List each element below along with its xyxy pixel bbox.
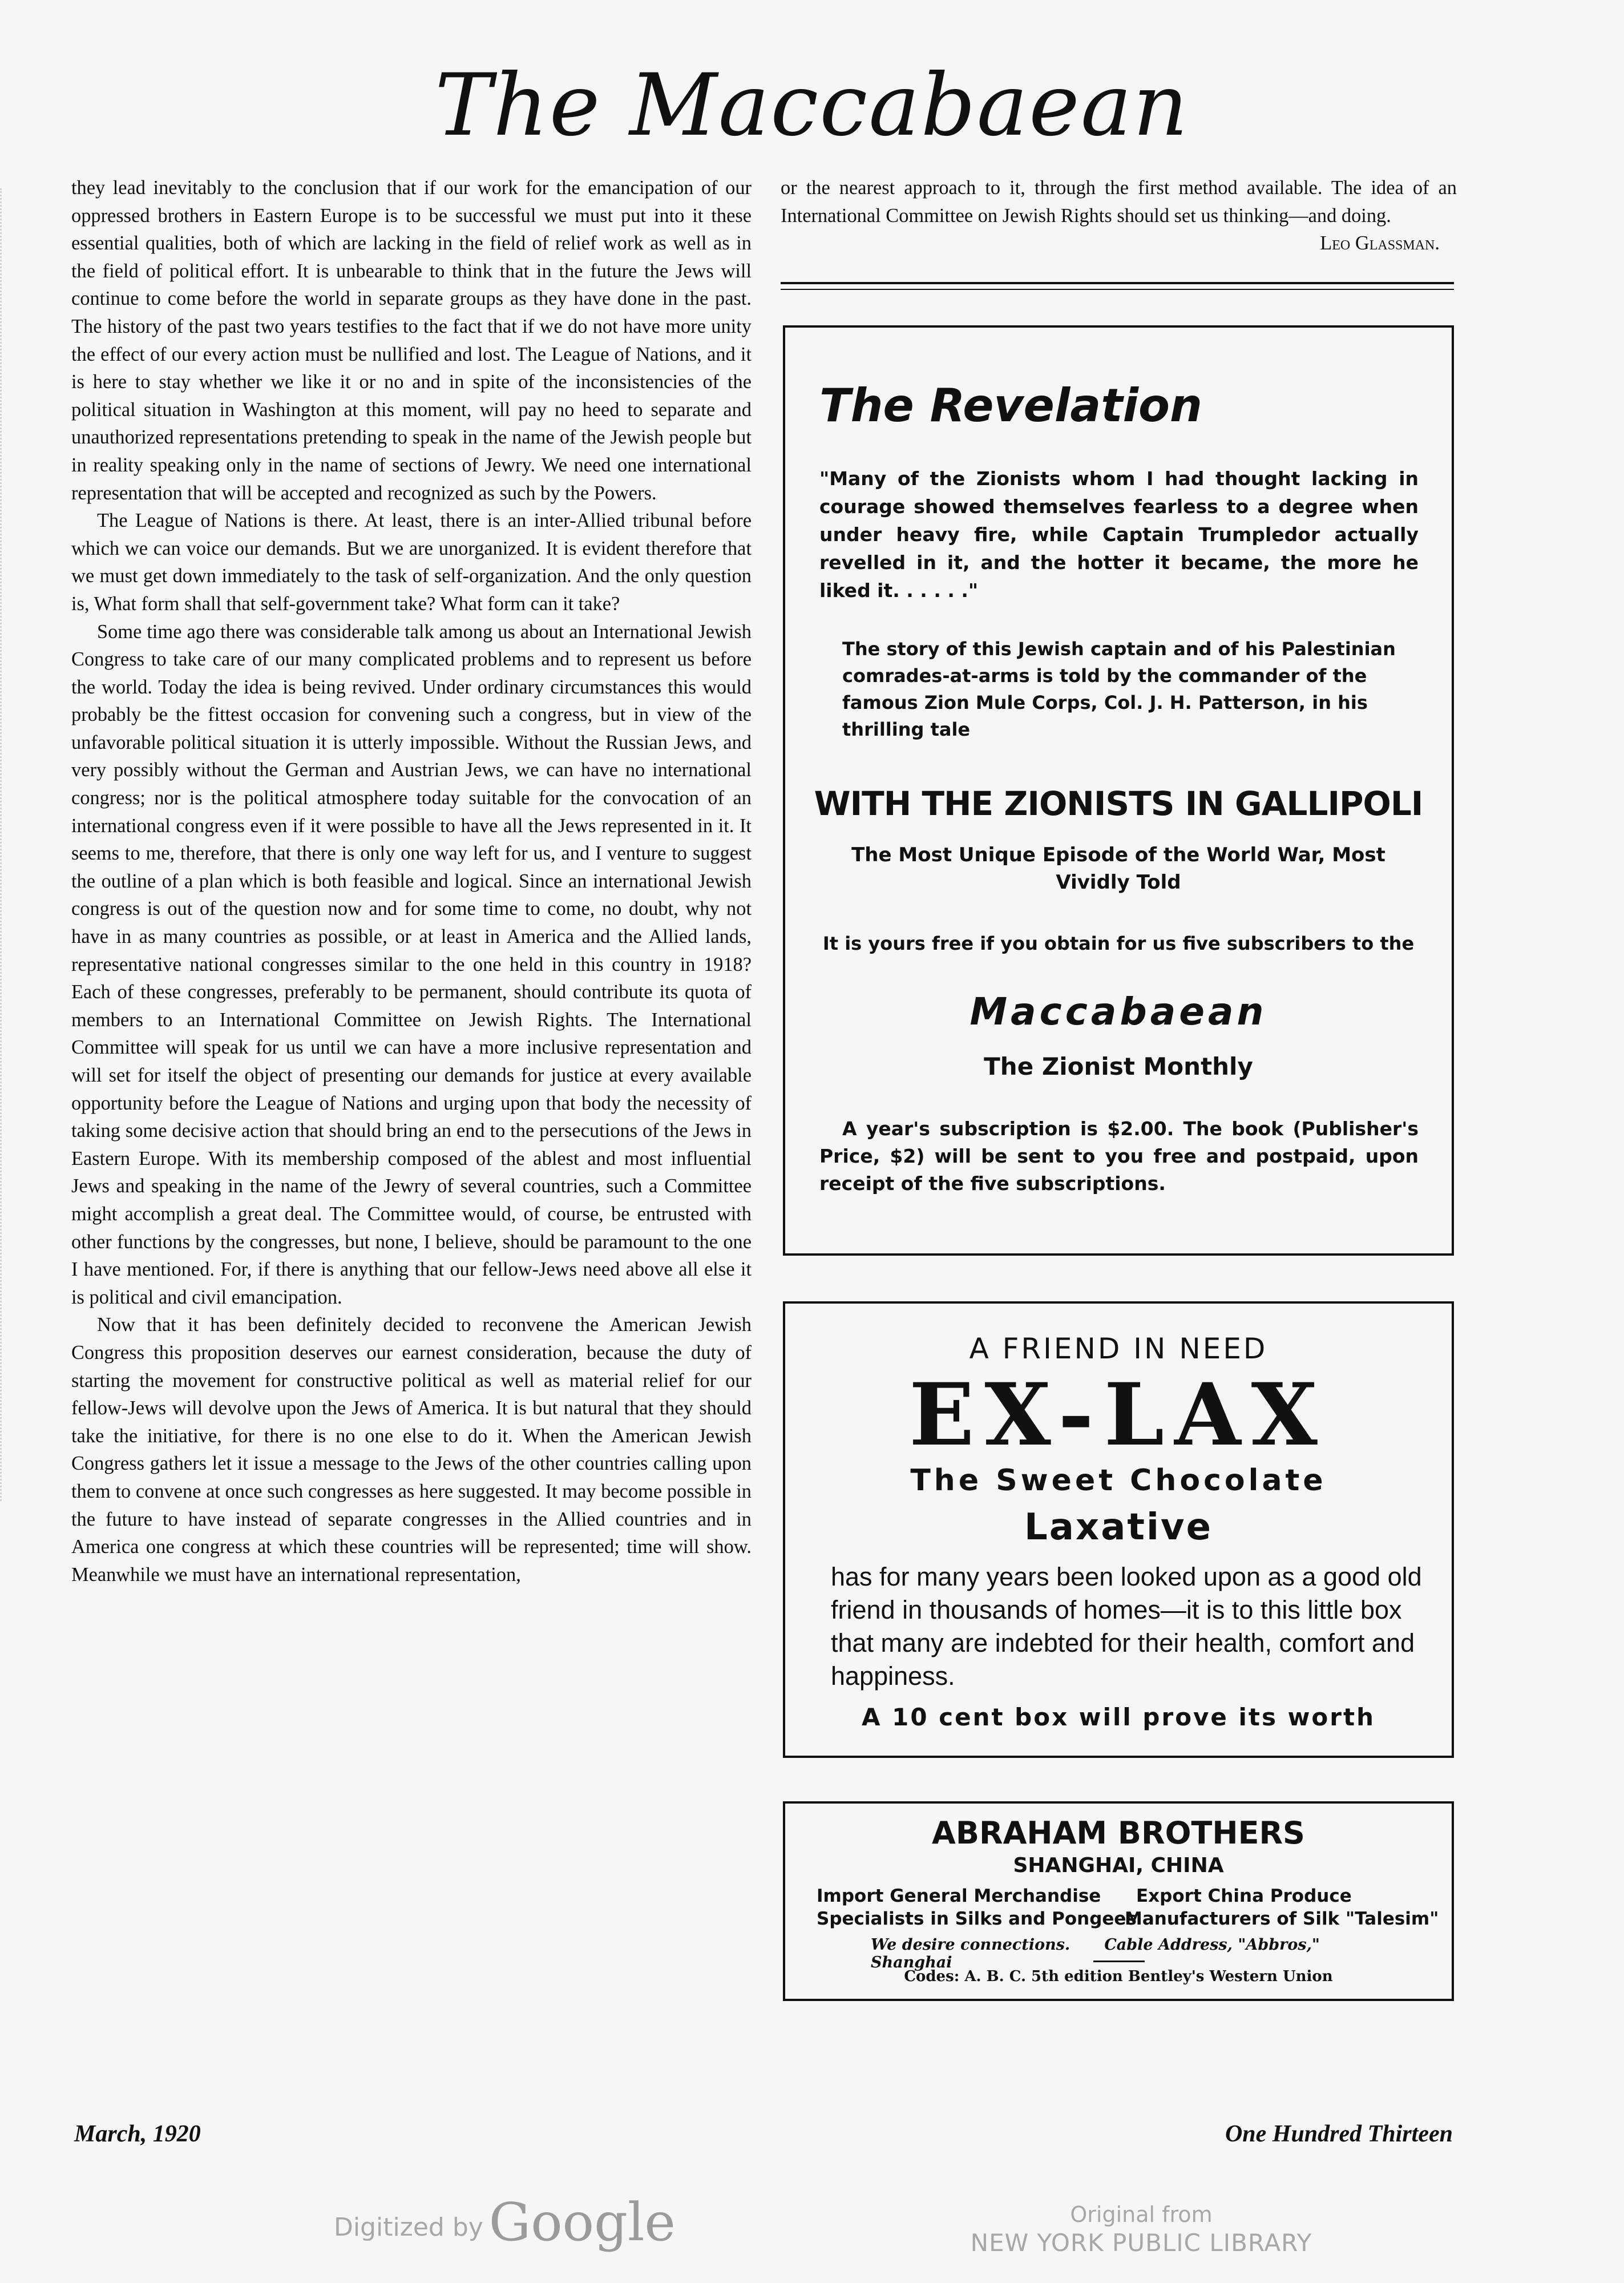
magazine-subtitle: The Zionist Monthly xyxy=(984,1052,1253,1080)
article-continuation xyxy=(781,174,1457,257)
exlax-brand: EX-LAX xyxy=(909,1365,1328,1465)
subscription-price-text: A year's subscription is $2.00. The book (Publisher's Price, $2) will be sent to you free and postpaid, upon receipt of the five subscriptions. xyxy=(819,1118,1419,1195)
original-from-text: Original from xyxy=(1070,2202,1213,2227)
library-name: NEW YORK PUBLIC LIBRARY xyxy=(970,2229,1312,2257)
revelation-quote: "Many of the Zionists whom I had thought lacking in courage showed themselves fearless to a degree when under heavy fire, while Captain Trumpledor actually revelled in it, and the hotter it became, the more he liked it. . . . . ." xyxy=(819,467,1419,602)
revelation-ad xyxy=(783,325,1454,1256)
company-line-1 xyxy=(817,1886,1421,1906)
company-contact xyxy=(871,1936,1384,1971)
company-line-2 xyxy=(817,1909,1439,1929)
abraham-brothers-ad xyxy=(783,1801,1454,2001)
company-line-2-right: Manufacturers of Silk "Talesim" xyxy=(1125,1909,1439,1929)
exlax-line1: The Sweet Chocolate xyxy=(910,1463,1327,1498)
article-paragraph: Some time ago there was considerable talk among us about an International Jewish Congress to take care of our many complicated problems and to represent us before the world. Today the idea is being revived. Under ordinary circumstances this would probably be the fittest occasion for convening such a congress, but in view of the unfavorable political situation it is utterly impossible. Without the Russian Jews, and very possibly without the German and Austrian Jews, we can have no international congress; nor is the political atmosphere today suitable for the convocation of an international congress even if it were possible to have all the Jews represented in it. It seems to me, therefore, that there is only one way left for us, and I venture to suggest the outline of a plan which is both feasible and logical. Since an international Jewish congress is out of the question now and for some time to come, no doubt, why not have in as many countries as possible, or at least in America and the Allied lands, representative national congresses similar to the one held in this country in 1918? Each of these congresses, preferably to be permanent, should contribute its quota of members to an International Committee on Jewish Rights. The International Committee will speak for us until we can have a more inclusive representation and will set for itself the object of presenting our demands for justice at every available opportunity before the League of Nations and urging upon that body the necessity of taking some decisive action that should bring an end to the persecutions of the Jews in Eastern Europe. With its membership composed of the ablest and most influential Jews and speaking in the name of the Jewry of several countries, such a Committee might accomplish a great deal. The Committee would, of course, be entrusted with other functions by the congresses, but none, I believe, should be paramount to the one I have mentioned. For, if there is anything that our fellow-Jews need above all else it is political and civil emancipation. xyxy=(71,620,752,1308)
article-paragraph: Now that it has been definitely decided to reconvene the American Jewish Congress this proposition deserves our earnest consideration, because the duty of starting the movement for constructive political as well as material relief for our fellow-Jews will devolve upon the Jews of America. It is but natural that they should take the initiative, for there is no one else to do it. When the American Jewish Congress gathers let it issue a message to the Jews of the other countries calling upon them to convene at once such congresses as here suggested. It may become possible in the future to have instead of separate congresses in the Allied countries and in America one congress at which these countries will be represented; time will show. Meanwhile we must have an international representation, xyxy=(71,1314,752,1586)
page-number: One Hundred Thirteen xyxy=(1225,2121,1453,2147)
book-subheadline: The Most Unique Episode of the World War, Most Vividly Told xyxy=(851,844,1385,894)
company-name: ABRAHAM BROTHERS xyxy=(932,1815,1305,1851)
offer-text: It is yours free if you obtain for us five subscribers to the xyxy=(822,933,1415,954)
masthead: The Maccabaean xyxy=(435,56,1189,155)
exlax-tagline: A FRIEND IN NEED xyxy=(969,1332,1268,1365)
author-signature: Leo Glassman. xyxy=(1320,232,1440,255)
double-rule-divider xyxy=(781,282,1454,290)
company-line-2-left: Specialists in Silks and Pongees xyxy=(817,1909,1137,1929)
article-paragraph: they lead inevitably to the conclusion that if our work for the emancipation of our oppressed brothers in Eastern Europe is to be successful we must put into it these essential qualities, both of which are lacking in the field of relief work as well as in the field of political effort. It is unbearable to think that in the future the Jews will continue to come before the world in separate groups as they have done in the past. The history of the past two years testifies to the fact that if we do not have more unity the effect of our every action must be nullified and lost. The League of Nations, and it is here to stay whether we like it or no and in spite of the inconsistencies of the political situation in Washington at this moment, will pay no heed to separate and unauthorized representations pretending to speak in the name of the Jewish people but in reality speaking only in the name of sections of Jewry. We need one international representation that will be accepted and recognized as such by the Powers. xyxy=(71,177,752,504)
revelation-story: The story of this Jewish captain and of his Palestinian comrades-at-arms is told by the commander of the famous Zion Mule Corps, Col. J. H. Patterson, in his thrilling tale xyxy=(842,638,1396,740)
continuation-text: or the nearest approach to it, through the first method available. The idea of an International Committee on Jewish Rights should set us thinking—and doing. xyxy=(781,177,1457,227)
digitized-by-watermark xyxy=(334,2192,676,2253)
issue-date: March, 1920 xyxy=(74,2121,201,2147)
telegraph-codes: Codes: A. B. C. 5th edition Bentley's Western Union xyxy=(904,1968,1333,1985)
short-rule xyxy=(1093,1961,1145,1962)
company-city: SHANGHAI, CHINA xyxy=(1013,1854,1224,1877)
article-left-column xyxy=(71,174,752,1588)
exlax-proof: A 10 cent box will prove its worth xyxy=(862,1703,1375,1731)
article-paragraph: The League of Nations is there. At least, there is an inter-Allied tribunal before which we can voice our demands. But we are unorganized. It is evident therefore that we must get down immediately to the task of self-organization. And the only question is, What form shall that self-government take? What form can it take? xyxy=(71,510,752,615)
digitized-by-text: Digitized by xyxy=(334,2213,483,2242)
revelation-title: The Revelation xyxy=(819,379,1202,432)
library-watermark xyxy=(970,2200,1312,2257)
exlax-line2: Laxative xyxy=(1024,1506,1213,1548)
exlax-ad xyxy=(783,1301,1454,1758)
company-line-1-left: Import General Merchandise xyxy=(817,1886,1101,1906)
magazine-name: Maccabaean xyxy=(969,990,1267,1034)
google-logo: Google xyxy=(488,2192,676,2253)
connections-text: We desire connections. xyxy=(871,1936,1070,1954)
cable-address: Cable Address, "Abbros," Shanghai xyxy=(871,1936,1320,1971)
exlax-body: has for many years been looked upon as a good old friend in thousands of homes—it is to this little box that many are indebted for their health, comfort and happiness. xyxy=(831,1562,1422,1691)
book-headline: WITH THE ZIONISTS IN GALLIPOLI xyxy=(814,784,1423,823)
margin-scan-marks xyxy=(0,188,13,1501)
company-line-1-right: Export China Produce xyxy=(1136,1886,1352,1906)
